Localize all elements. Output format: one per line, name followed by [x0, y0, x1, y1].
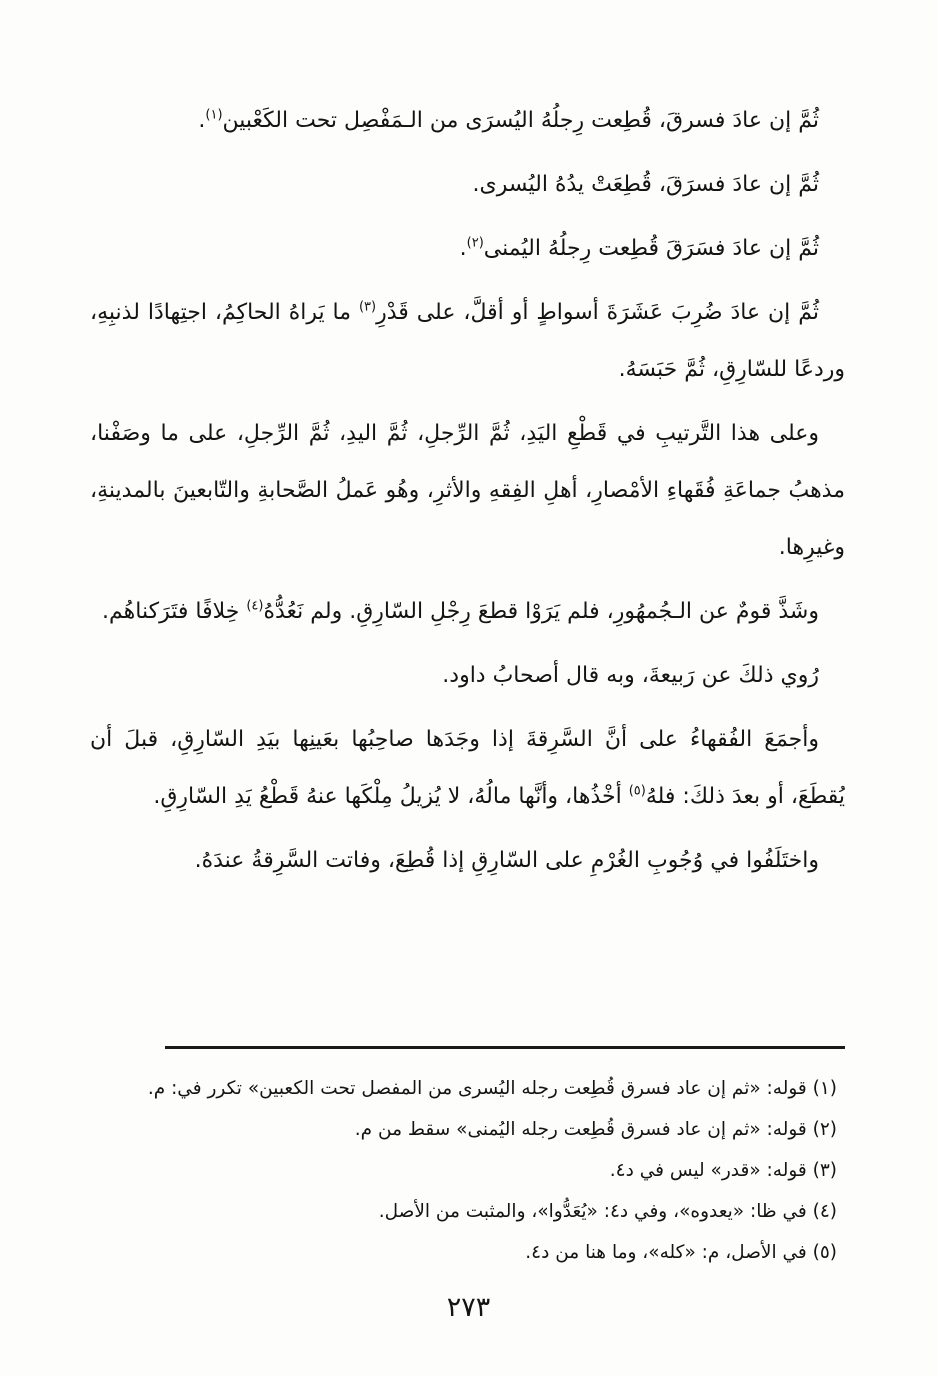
footnote-marker: (٥) — [628, 783, 646, 799]
paragraph — [90, 156, 845, 213]
paragraph-text: ثُمَّ إن عادَ فسرقَ، قُطِعت رِجلُهُ اليُسرَى من الـمَفْصِل تحت الكَعْبين — [222, 108, 819, 133]
footnote-separator — [165, 1046, 845, 1049]
footnote: (١) قوله: «ثم إن عاد فسرق قُطِعت رجله اليُسرى من المفصل تحت الكعبين» تكرر في: م. — [147, 1078, 837, 1099]
paragraph-text: واختَلَفُوا في وُجُوبِ الغُرْمِ على السّارِقِ إذا قُطِعَ، وفاتت السَّرِقةُ عندَهُ. — [194, 848, 819, 873]
footnote-marker: (٣) — [358, 299, 377, 315]
footnotes-section — [90, 1068, 837, 1273]
paragraph-text: ثُمَّ إن عادَ فسَرَقَ قُطِعت رِجلُهُ اليُمنى — [483, 236, 819, 261]
footnote: (٤) في ظا: «يعدوه»، وفي د٤: «يُعَدُّوا»، والمثبت من الأصل. — [378, 1201, 837, 1222]
paragraph-text: . — [198, 108, 206, 133]
footnote-marker: (٢) — [466, 235, 484, 251]
paragraph — [90, 405, 845, 576]
footnote-marker: (٤) — [246, 598, 264, 614]
main-text — [90, 92, 845, 1022]
paragraph-text: خِلافًا فتَرَكناهُم. — [102, 599, 247, 624]
paragraph-text: وأجمَعَ الفُقهاءُ على أنَّ السَّرِقةَ إذا وجَدَها صاحِبُها بعَينِها بيَدِ السّارِقِ، قبلَ أن يُقطَعَ، أو بعدَ ذلكَ: فلهُ — [90, 727, 845, 809]
paragraph-text: . — [459, 236, 467, 261]
paragraph-text: وشَذَّ قومٌ عن الـجُمهُورِ، فلم يَرَوْا قطعَ رِجْلِ السّارِقِ. ولم نَعُدُّهُ — [263, 599, 819, 624]
paragraph-text: ما يَراهُ الحاكِمُ، اجتِهادًا لذنبِهِ، وردعًا للسّارِقِ، ثُمَّ حَبَسَهُ. — [90, 300, 845, 382]
paragraph — [90, 583, 845, 640]
paragraph — [90, 832, 845, 889]
footnote: (٥) في الأصل، م: «كله»، وما هنا من د٤. — [525, 1242, 837, 1263]
paragraph — [90, 711, 845, 825]
paragraph-text: رُوي ذلكَ عن رَبيعةَ، وبه قال أصحابُ داود. — [442, 663, 819, 688]
footnote-marker: (١) — [205, 107, 223, 123]
paragraph — [90, 220, 845, 277]
page-number: ٢٧٣ — [446, 1292, 491, 1323]
paragraph — [90, 647, 845, 704]
paragraph-text: ثُمَّ إن عادَ ضُرِبَ عَشَرَةَ أسواطٍ أو أقلَّ، على قَدْرِ — [376, 300, 819, 325]
paragraph — [90, 92, 845, 149]
paragraph-text: ثُمَّ إن عادَ فسرَقَ، قُطِعَتْ يدُهُ اليُسرى. — [472, 172, 819, 197]
paragraph — [90, 284, 845, 398]
paragraph-text: أخْذُها، وأنَّها مالُهُ، لا يُزيلُ مِلْكَها عنهُ قَطْعُ يَدِ السّارِقِ. — [153, 784, 629, 809]
footnote: (٢) قوله: «ثم إن عاد فسرق قُطِعت رجله اليُمنى» سقط من م. — [354, 1119, 837, 1140]
paragraph-text: وعلى هذا التَّرتيبِ في قَطْعِ اليَدِ، ثُمَّ الرِّجلِ، ثُمَّ اليدِ، ثُمَّ الرِّجلِ، على ما وصَفْنا، مذهبُ جماعَةِ فُقَهاءِ الأمْصارِ، أهلِ الفِقهِ والأثرِ، وهُو عَملُ الصَّحابةِ والتّابعينَ بالمدينةِ، وغيرِها. — [90, 421, 845, 560]
footnote: (٣) قوله: «قدر» ليس في د٤. — [609, 1160, 837, 1181]
